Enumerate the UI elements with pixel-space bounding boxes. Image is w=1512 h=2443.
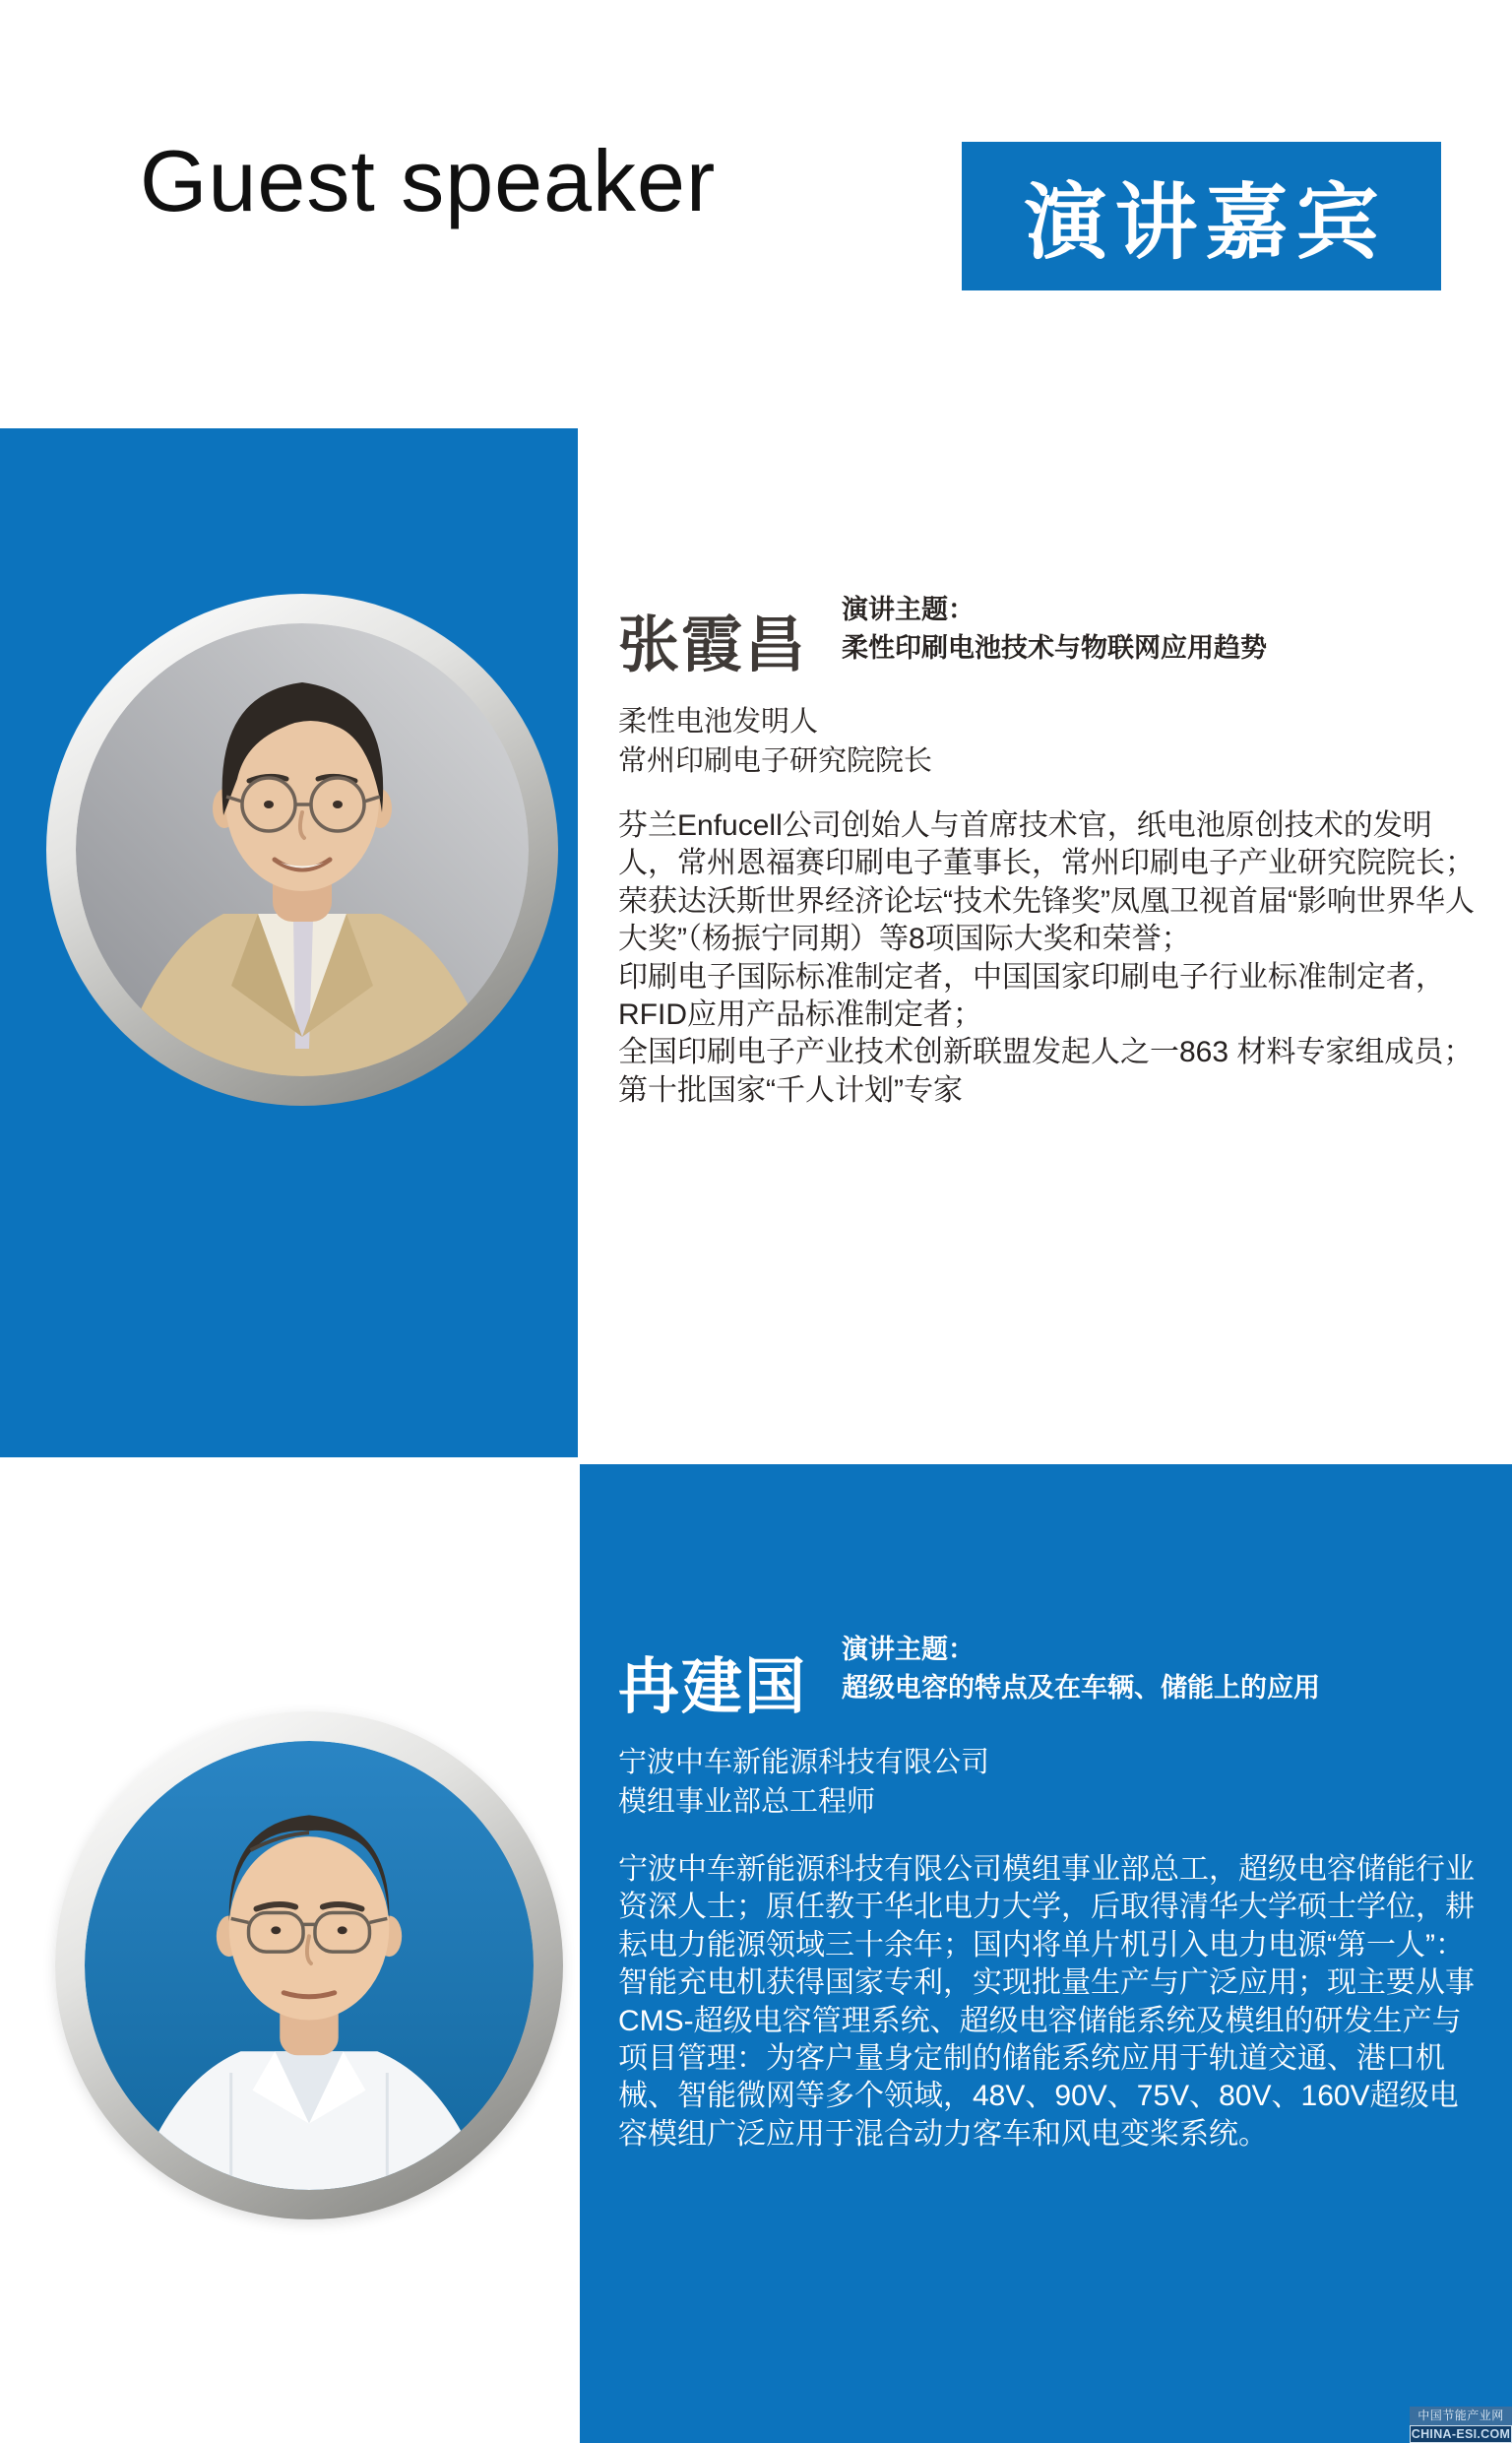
page-title-chinese-banner: [962, 142, 1441, 290]
speaker2-role-line: 宁波中车新能源科技有限公司: [618, 1747, 990, 1778]
speaker2-role-line: 模组事业部总工程师: [618, 1786, 876, 1818]
site-watermark: [1410, 2407, 1512, 2443]
speaker1-roles: [618, 702, 932, 781]
speaker1-topic-title: 柔性印刷电池技术与物联网应用趋势: [842, 633, 1267, 663]
speaker2-bio: [618, 1851, 1477, 2154]
speaker1-topic-label: 演讲主题：: [842, 595, 975, 624]
speaker1-role-line: 常州印刷电子研究院院长: [618, 745, 933, 777]
speaker1-bio: [618, 807, 1477, 1110]
speaker2-roles: [618, 1743, 989, 1822]
speaker2-topic-title: 超级电容的特点及在车辆、储能上的应用: [842, 1673, 1320, 1703]
speaker1-bio-line: 荣获达沃斯世界经济论坛“技术先锋奖”凤凰卫视首届“影响世界华人大奖”（杨振宁同期）等8项国际大奖和荣誉；: [618, 884, 1475, 956]
speaker1-photo-ring: [46, 594, 558, 1106]
speaker1-bio-line: 印刷电子国际标准制定者，中国国家印刷电子行业标准制定者，RFID应用产品标准制定者；: [618, 960, 1445, 1032]
watermark-site-url: CHINA-ESI.COM: [1411, 2427, 1511, 2441]
speaker1-portrait-illustration: [76, 623, 529, 1076]
speaker1-role-line: 柔性电池发明人: [618, 706, 819, 738]
speaker2-topic-label: 演讲主题：: [842, 1635, 975, 1664]
speaker2-name: 冉建国: [618, 1653, 808, 1721]
speaker1-name: 张霞昌: [618, 611, 808, 679]
watermark-site-name: 中国节能产业网: [1410, 2407, 1512, 2425]
speaker2-topic: [842, 1631, 1320, 1706]
page-title-english: Guest speaker: [140, 132, 717, 229]
speaker1-photo: [76, 623, 529, 1076]
speaker2-photo-ring: [55, 1711, 563, 2219]
page-title-chinese: 演讲嘉宾: [1024, 176, 1387, 269]
speaker2-portrait-illustration: [85, 1741, 534, 2190]
speaker1-bio-line: 芬兰Enfucell公司创始人与首席技术官，纸电池原创技术的发明人，常州恩福赛印刷电子董事长，常州印刷电子产业研究院院长；: [618, 809, 1475, 880]
speaker1-topic: [842, 591, 1267, 667]
speaker1-bio-line: 全国印刷电子产业技术创新联盟发起人之一863 材料专家组成员；: [618, 1036, 1474, 1069]
speaker1-bio-line: 第十批国家“千人计划”专家: [618, 1073, 963, 1107]
speaker2-photo: [85, 1741, 534, 2190]
speaker2-bio-paragraph: 宁波中车新能源科技有限公司模组事业部总工，超级电容储能行业资深人士；原任教于华北电力大学，后取得清华大学硕士学位，耕耘电力能源领域三十余年；国内将单片机引入电力电源“第一人”：智能充电机获得国家专利，实现批量生产与广泛应用；现主要从事CMS-超级电容管理系统、超级电容储能系统及模组的研发生产与项目管理：为客户量身定制的储能系统应用于轨道交通、港口机械、智能微网等多个领域，48V、90V、75V、80V、160V超级电容模组广泛应用于混合动力客车和风电变桨系统。: [618, 1853, 1475, 2151]
